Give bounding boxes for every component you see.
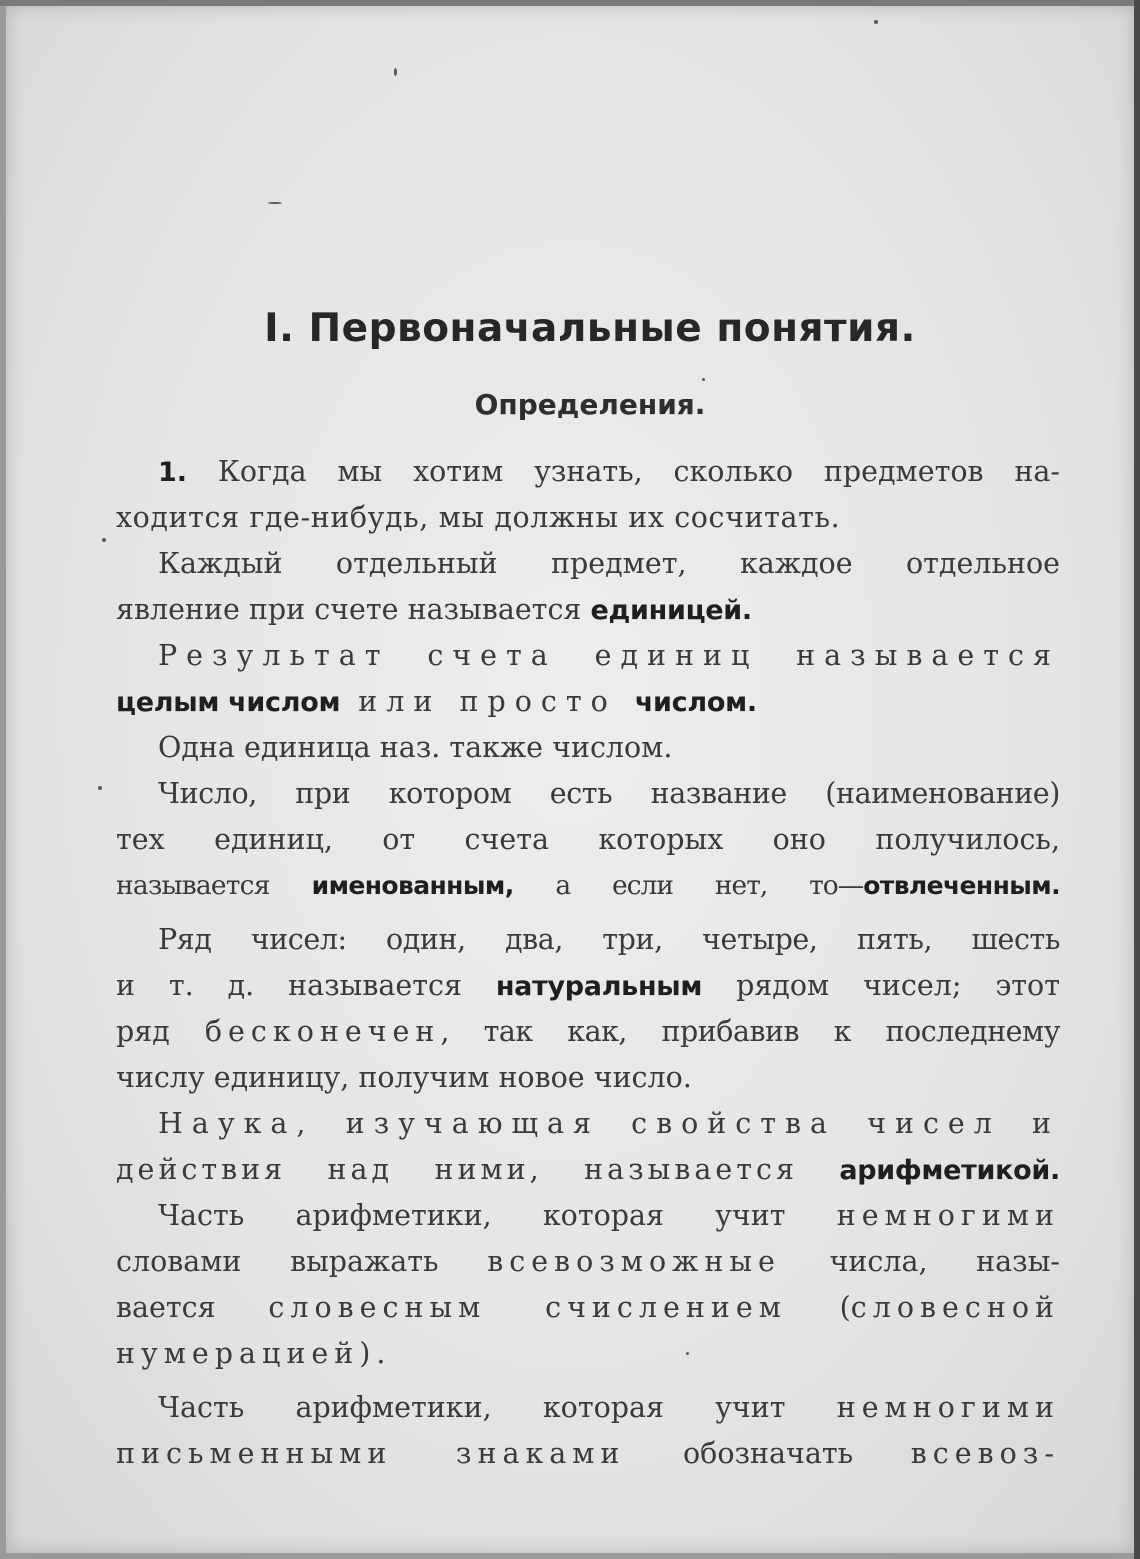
paper-speck bbox=[98, 786, 102, 790]
term-bold: числом. bbox=[634, 687, 757, 718]
text-spaced: немногими bbox=[836, 1391, 1060, 1424]
term-bold: целым числом bbox=[116, 687, 341, 718]
text-run: явление при счете называется bbox=[116, 593, 591, 626]
text-run: Часть арифметики, которая учит bbox=[158, 1391, 837, 1424]
text-run: Число, при котором есть название (наименование) bbox=[158, 777, 1060, 810]
text-line bbox=[158, 771, 1060, 817]
text-run: ряд bbox=[116, 1015, 205, 1048]
text-line bbox=[116, 1055, 1060, 1101]
text-line bbox=[158, 1193, 1060, 1239]
text-run: Одна единица наз. также числом. bbox=[158, 731, 673, 764]
text-line bbox=[158, 541, 1060, 587]
text-line bbox=[116, 1147, 1060, 1193]
text-line bbox=[158, 633, 1060, 679]
text-spaced: немногими bbox=[836, 1199, 1060, 1232]
text-spaced: словесным счислением bbox=[268, 1291, 787, 1324]
paper-speck bbox=[702, 378, 705, 381]
text-line bbox=[116, 1331, 1060, 1377]
text-line bbox=[116, 679, 1060, 725]
text-run: числа, назы- bbox=[780, 1245, 1061, 1278]
text-run: рядом чисел; этот bbox=[702, 969, 1060, 1002]
text-run: Каждый отдельный предмет, каждое отдельное bbox=[158, 547, 1060, 580]
text-run: Ряд чисел: один, два, три, четыре, пять, шесть bbox=[158, 923, 1060, 956]
text-line bbox=[116, 1239, 1060, 1285]
text-spaced: всевоз- bbox=[910, 1437, 1060, 1470]
paper-speck bbox=[874, 20, 878, 24]
text-spaced: или просто bbox=[340, 685, 635, 718]
term-bold: именованным, bbox=[311, 871, 514, 900]
text-line bbox=[116, 817, 1060, 863]
text-spaced: письменными знаками bbox=[116, 1437, 626, 1470]
text-run: называется bbox=[116, 870, 312, 901]
text-run: обозначать bbox=[625, 1437, 911, 1470]
text-line bbox=[158, 1101, 1060, 1147]
text-spaced: всевозможные bbox=[487, 1245, 781, 1278]
text-spaced: нумерацией). bbox=[116, 1337, 392, 1370]
text-run: а если нет, то— bbox=[513, 870, 864, 901]
text-spaced: словесной bbox=[850, 1291, 1061, 1324]
paper-speck bbox=[268, 202, 282, 204]
text-run: тех единиц, от счета которых оно получилось, bbox=[116, 823, 1060, 856]
text-line bbox=[116, 1431, 1060, 1477]
term-bold: натуральным bbox=[495, 971, 703, 1002]
paper-speck bbox=[394, 68, 397, 76]
paper-speck bbox=[102, 538, 106, 542]
text-line bbox=[158, 1385, 1060, 1431]
text-spaced: бесконечен bbox=[204, 1015, 441, 1048]
term-bold: отвлеченным. bbox=[863, 871, 1060, 900]
text-line bbox=[158, 917, 1060, 963]
text-spaced: действия над ними, называется bbox=[116, 1153, 840, 1186]
text-line bbox=[116, 495, 1060, 541]
text-line bbox=[116, 863, 1060, 909]
text-line bbox=[158, 449, 1060, 495]
section-title: Определения. bbox=[474, 388, 706, 421]
paragraph-number: 1. bbox=[158, 457, 188, 488]
text-spaced: Наука, изучающая свойства чисел и bbox=[158, 1107, 1060, 1140]
text-line bbox=[116, 587, 1060, 633]
text-run: ( bbox=[786, 1291, 851, 1324]
text-line bbox=[116, 1285, 1060, 1331]
text-run: ходится где-нибудь, мы должны их сосчитать. bbox=[116, 501, 841, 534]
text-line bbox=[116, 963, 1060, 1009]
term-bold: единицей. bbox=[590, 595, 752, 626]
text-line bbox=[158, 725, 1060, 771]
text-run: и т. д. называется bbox=[116, 969, 496, 1002]
scan-border-right bbox=[1134, 0, 1140, 1559]
text-run: числу единицу, получим новое число. bbox=[116, 1061, 692, 1094]
term-bold: арифметикой. bbox=[839, 1155, 1060, 1186]
text-line bbox=[116, 1009, 1060, 1055]
text-run: вается bbox=[116, 1291, 269, 1324]
chapter-title: I. Первоначальные понятия. bbox=[264, 306, 916, 351]
text-run: словами выражать bbox=[116, 1245, 488, 1278]
text-run: , так как, прибавив к последнему bbox=[440, 1015, 1060, 1048]
text-run: Часть арифметики, которая учит bbox=[158, 1199, 837, 1232]
text-spaced: Результат счета единиц называется bbox=[158, 639, 1060, 672]
text-run: Когда мы хотим узнать, сколько предметов на- bbox=[187, 455, 1060, 488]
